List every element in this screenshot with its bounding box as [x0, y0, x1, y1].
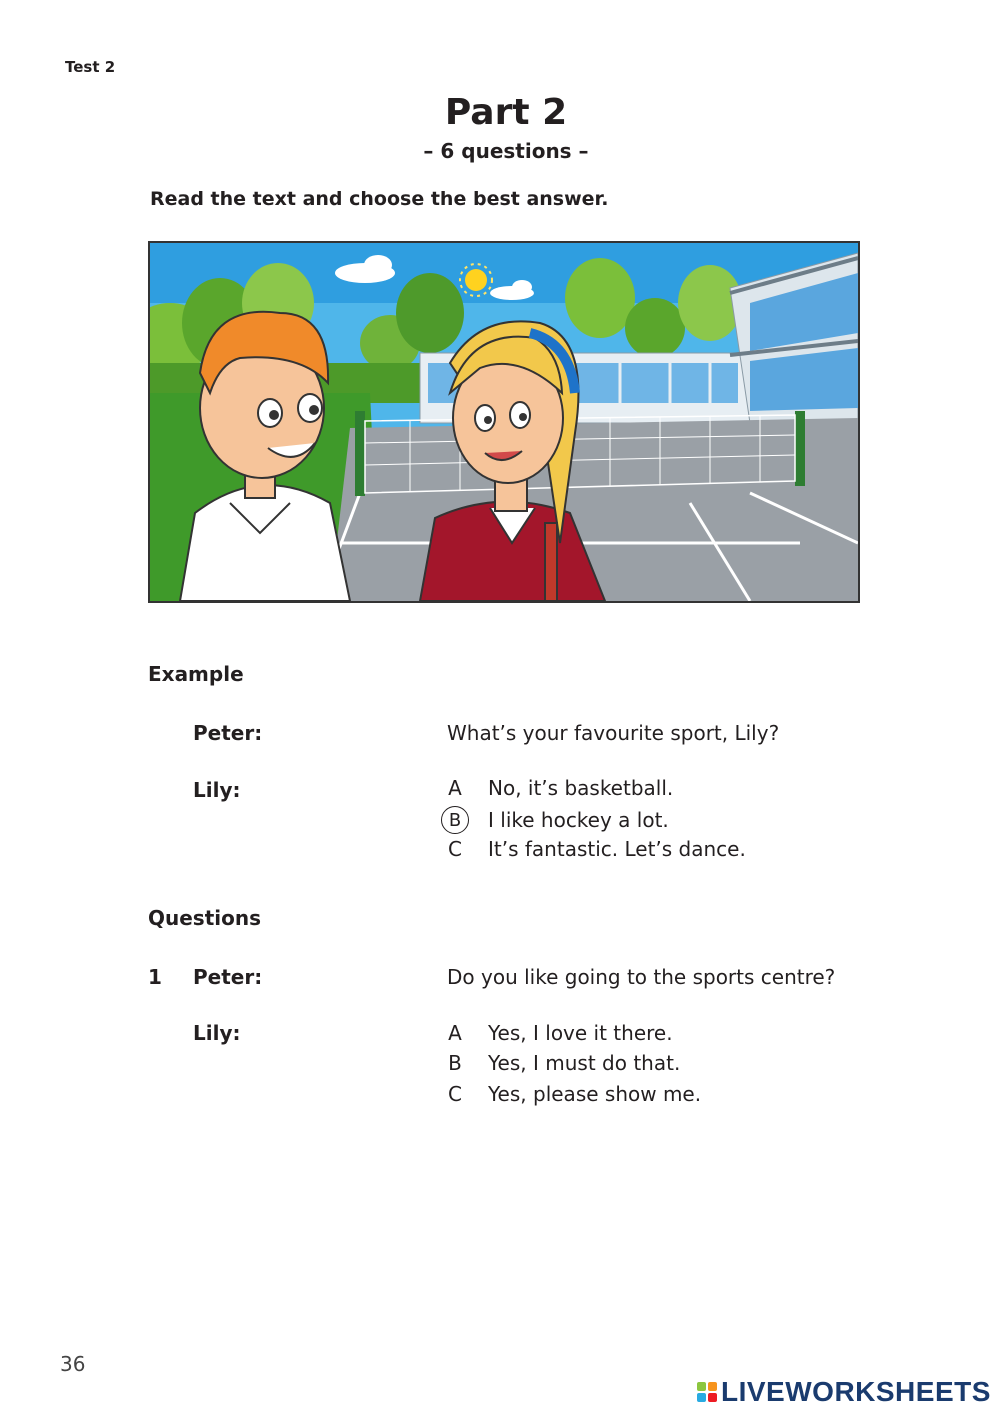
option-text: No, it’s basketball. — [488, 776, 674, 800]
example-heading: Example — [148, 662, 244, 686]
instruction-text: Read the text and choose the best answer. — [150, 188, 609, 210]
question-speaker-lily: Lily: — [193, 1021, 241, 1045]
option-text: I like hockey a lot. — [488, 808, 669, 832]
option-text: It’s fantastic. Let’s dance. — [488, 837, 746, 861]
test-label: Test 2 — [65, 58, 116, 76]
question-option-a[interactable] — [440, 1021, 673, 1045]
question-prompt: Do you like going to the sports centre? — [447, 965, 836, 989]
part-subtitle: – 6 questions – — [423, 139, 589, 163]
question-speaker-peter: Peter: — [193, 965, 263, 989]
example-question: What’s your favourite sport, Lily? — [447, 721, 780, 745]
question-option-c[interactable] — [440, 1082, 701, 1106]
option-letter: B — [448, 1051, 462, 1075]
page-number: 36 — [60, 1352, 86, 1376]
option-letter: A — [448, 1021, 462, 1045]
example-speaker-lily: Lily: — [193, 778, 241, 802]
part-title: Part 2 — [444, 92, 568, 133]
liveworksheets-logo-icon — [697, 1382, 717, 1402]
illustration-canvas — [150, 243, 858, 601]
liveworksheets-brand — [697, 1376, 991, 1408]
option-letter: A — [448, 776, 462, 800]
question-number: 1 — [148, 965, 162, 989]
option-letter: C — [448, 837, 462, 861]
question-option-b[interactable] — [440, 1051, 680, 1075]
option-text: Yes, I must do that. — [488, 1051, 681, 1075]
brand-name: LIVEWORKSHEETS — [721, 1376, 991, 1407]
option-letter: C — [448, 1082, 462, 1106]
circled-answer-icon: B — [441, 806, 469, 834]
sports-centre-illustration-icon — [148, 241, 860, 603]
option-text: Yes, I love it there. — [488, 1021, 673, 1045]
example-option-a — [440, 776, 673, 800]
example-option-c — [440, 837, 746, 861]
questions-heading: Questions — [148, 906, 262, 930]
example-option-b — [440, 806, 669, 834]
option-text: Yes, please show me. — [488, 1082, 702, 1106]
example-speaker-peter: Peter: — [193, 721, 263, 745]
